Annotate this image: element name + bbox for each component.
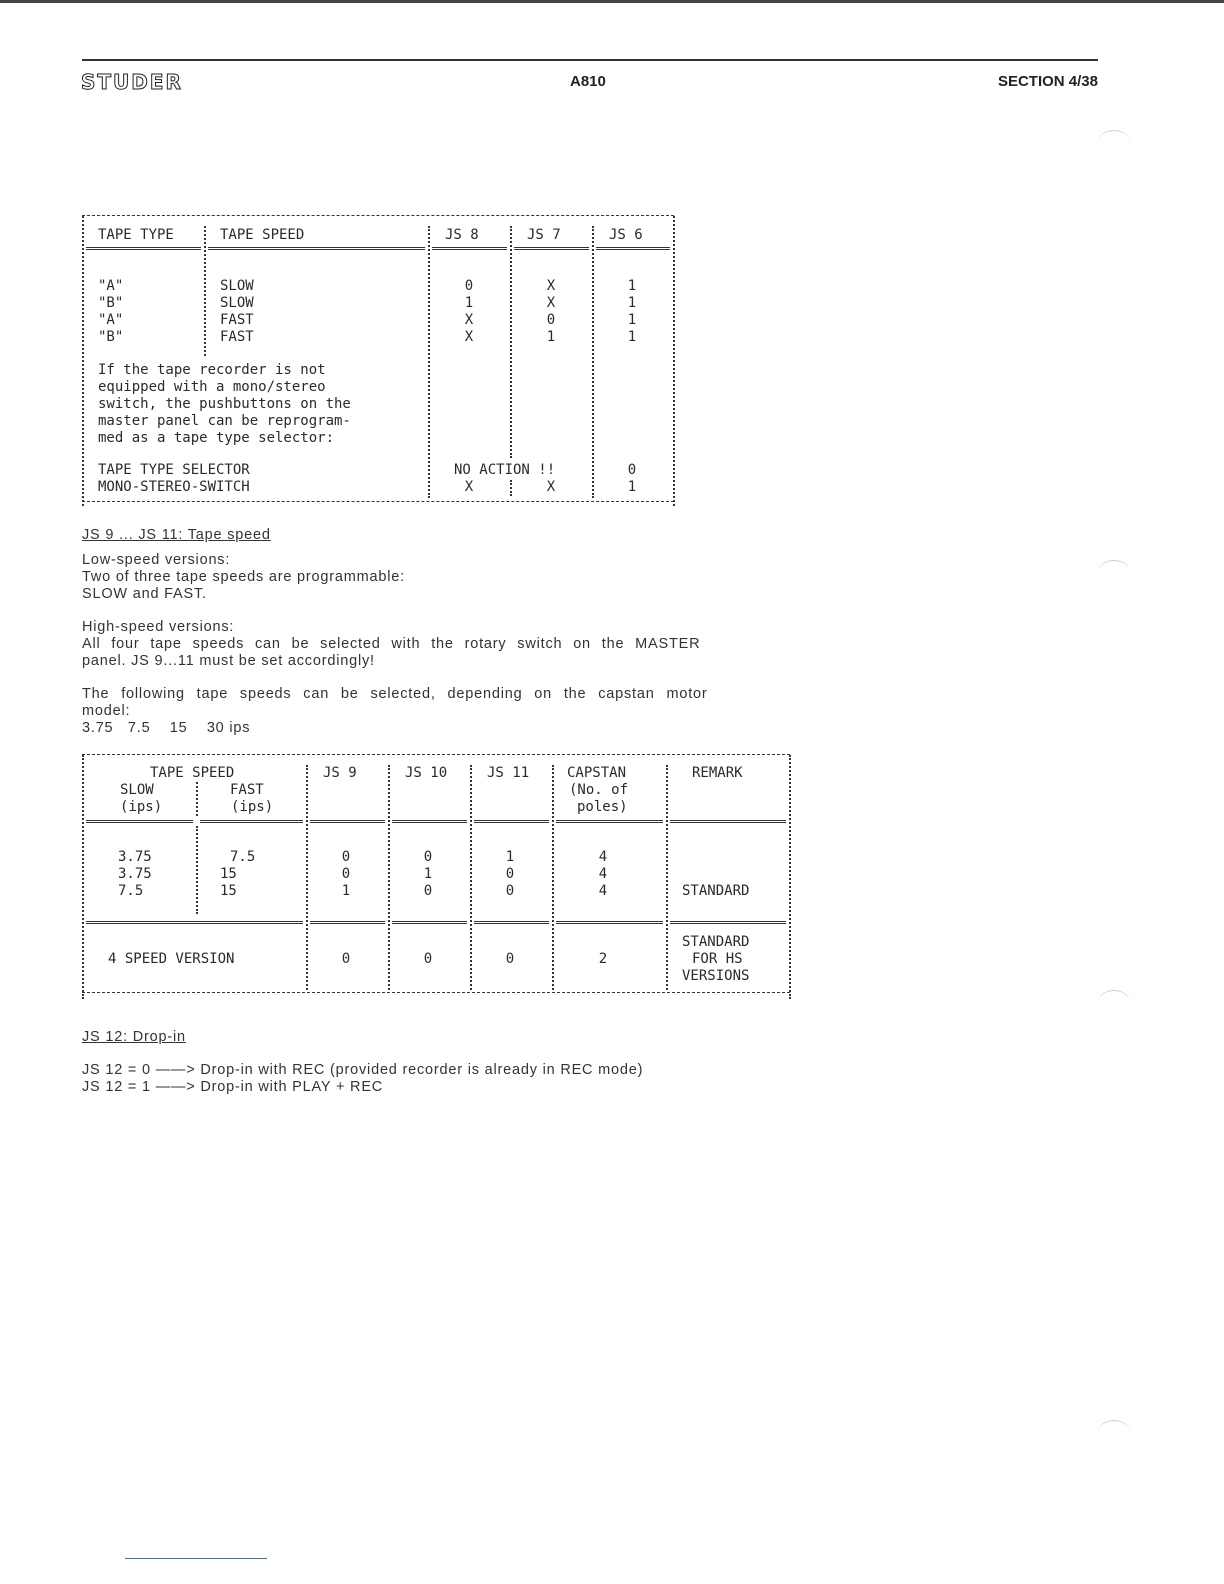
header-rule [82, 59, 1098, 61]
header-ips: (ips) [231, 799, 274, 815]
high-speed-line: All four tape speeds can be selected with the rotary switch on the MASTER [82, 636, 701, 652]
cell-js7: X [546, 295, 556, 311]
cell-js7: 1 [546, 329, 556, 345]
cell-js10: 0 [423, 883, 433, 899]
brand-logo: STUDER [81, 70, 183, 94]
section-separator [474, 921, 549, 924]
table-border-top [82, 215, 674, 216]
column-divider [306, 765, 308, 990]
cell-tape-speed: SLOW [220, 278, 254, 294]
section-separator [392, 921, 467, 924]
header-slow: SLOW [120, 782, 154, 798]
punch-hole-mark [1098, 1420, 1130, 1445]
cell-tape-speed: FAST [220, 329, 254, 345]
header-separator [432, 247, 507, 250]
cell-js9: 0 [341, 849, 351, 865]
selector-label: MONO-STEREO-SWITCH [98, 479, 250, 495]
punch-hole-mark [1098, 130, 1130, 155]
header-separator [474, 820, 549, 823]
cell-slow: 7.5 [118, 883, 144, 899]
cell-js6: 1 [627, 329, 637, 345]
cell-js11: 1 [505, 849, 515, 865]
header-capstan: poles) [577, 799, 628, 815]
header-remark: REMARK [692, 765, 743, 781]
note-line: switch, the pushbuttons on the [98, 396, 351, 412]
section-separator [86, 921, 303, 924]
cell-js6: 1 [627, 312, 637, 328]
table-border-right [673, 216, 675, 506]
table-border-left [82, 755, 84, 999]
table-border-bottom [82, 992, 790, 993]
drop-in-line: JS 12 = 1 ——> Drop-in with PLAY + REC [82, 1079, 384, 1095]
cell-capstan: 4 [598, 883, 608, 899]
cell-fast: 15 [220, 866, 237, 882]
column-divider [510, 226, 512, 458]
header-js8: JS 8 [445, 227, 479, 243]
note-line: If the tape recorder is not [98, 362, 326, 378]
header-capstan: (No. of [569, 782, 629, 798]
cell-tape-speed: SLOW [220, 295, 254, 311]
section-separator [310, 921, 385, 924]
cell-js9: 0 [341, 951, 351, 967]
cell-js6: 1 [627, 278, 637, 294]
header-separator [86, 820, 193, 823]
column-divider [204, 226, 206, 356]
section-separator [556, 921, 663, 924]
header-js11: JS 11 [487, 765, 530, 781]
cell-slow: 3.75 [118, 866, 152, 882]
footer-line [125, 1558, 267, 1559]
column-divider [470, 765, 472, 990]
cell-js7: X [546, 479, 556, 495]
cell-js8: 0 [464, 278, 474, 294]
column-divider [510, 480, 512, 496]
top-edge-line [0, 0, 1224, 3]
column-divider [592, 226, 594, 498]
header-separator [556, 820, 663, 823]
cell-js6: 0 [627, 462, 637, 478]
column-divider [196, 782, 198, 816]
tape-speed-heading: JS 9 ... JS 11: Tape speed [82, 527, 271, 543]
section-separator [670, 921, 786, 924]
header-js10: JS 10 [405, 765, 448, 781]
cell-tape-type: "B" [98, 329, 124, 345]
cell-capstan: 4 [598, 866, 608, 882]
cell-js7: 0 [546, 312, 556, 328]
header-tape-type: TAPE TYPE [98, 227, 174, 243]
low-speed-line: Low-speed versions: [82, 552, 231, 568]
column-divider [428, 226, 430, 498]
note-line: med as a tape type selector: [98, 430, 335, 446]
table-border-right [789, 755, 791, 999]
cell-js8: 1 [464, 295, 474, 311]
cell-js11: 0 [505, 866, 515, 882]
model-title: A810 [570, 73, 606, 90]
low-speed-line: SLOW and FAST. [82, 586, 207, 602]
header-separator [310, 820, 385, 823]
cell-fast: 7.5 [230, 849, 256, 865]
four-speed-label: 4 SPEED VERSION [108, 951, 235, 967]
cell-fast: 15 [220, 883, 237, 899]
header-js7: JS 7 [527, 227, 561, 243]
header-js9: JS 9 [323, 765, 357, 781]
cell-js8: X [464, 312, 474, 328]
cell-remark: VERSIONS [682, 968, 750, 984]
header-separator [670, 820, 786, 823]
header-separator [514, 247, 589, 250]
cell-js8: X [464, 329, 474, 345]
cell-js10: 1 [423, 866, 433, 882]
following-line: The following tape speeds can be selected, depending on the capstan motor [82, 686, 708, 702]
header-separator [596, 247, 670, 250]
no-action-note: NO ACTION !! [454, 462, 556, 478]
cell-js11: 0 [505, 951, 515, 967]
header-js6: JS 6 [609, 227, 643, 243]
high-speed-line: High-speed versions: [82, 619, 235, 635]
column-divider [196, 826, 198, 914]
cell-js8: X [464, 479, 474, 495]
cell-remark: STANDARD [682, 883, 750, 899]
speeds-list: 3.75 7.5 15 30 ips [82, 720, 251, 736]
header-fast: FAST [230, 782, 264, 798]
cell-capstan: 2 [598, 951, 608, 967]
table-border-bottom [82, 501, 674, 502]
cell-remark: FOR HS [692, 951, 743, 967]
cell-capstan: 4 [598, 849, 608, 865]
cell-js10: 0 [423, 849, 433, 865]
header-capstan: CAPSTAN [567, 765, 627, 781]
cell-js9: 1 [341, 883, 351, 899]
cell-tape-speed: FAST [220, 312, 254, 328]
note-line: equipped with a mono/stereo [98, 379, 326, 395]
note-line: master panel can be reprogram- [98, 413, 351, 429]
header-separator [392, 820, 467, 823]
header-ips: (ips) [120, 799, 163, 815]
cell-js11: 0 [505, 883, 515, 899]
following-line: model: [82, 703, 131, 719]
drop-in-line: JS 12 = 0 ——> Drop-in with REC (provided recorder is already in REC mode) [82, 1062, 644, 1078]
column-divider [388, 765, 390, 990]
header-separator [208, 247, 425, 250]
punch-hole-mark [1098, 560, 1130, 585]
punch-hole-mark [1098, 990, 1130, 1015]
cell-js10: 0 [423, 951, 433, 967]
column-divider [552, 765, 554, 990]
table-border-left [82, 216, 84, 506]
cell-js6: 1 [627, 479, 637, 495]
high-speed-line: panel. JS 9...11 must be set accordingly! [82, 653, 375, 669]
drop-in-heading: JS 12: Drop-in [82, 1029, 186, 1045]
cell-tape-type: "A" [98, 312, 124, 328]
header-tape-speed: TAPE SPEED [150, 765, 235, 781]
cell-tape-type: "A" [98, 278, 124, 294]
header-separator [200, 820, 303, 823]
section-number: SECTION 4/38 [997, 73, 1098, 90]
selector-label: TAPE TYPE SELECTOR [98, 462, 250, 478]
cell-js6: 1 [627, 295, 637, 311]
column-divider [666, 765, 668, 990]
cell-slow: 3.75 [118, 849, 152, 865]
cell-tape-type: "B" [98, 295, 124, 311]
cell-remark: STANDARD [682, 934, 750, 950]
cell-js9: 0 [341, 866, 351, 882]
cell-js7: X [546, 278, 556, 294]
table-border-top [82, 754, 790, 755]
header-separator [86, 247, 201, 250]
low-speed-line: Two of three tape speeds are programmable: [82, 569, 405, 585]
header-tape-speed: TAPE SPEED [220, 227, 305, 243]
